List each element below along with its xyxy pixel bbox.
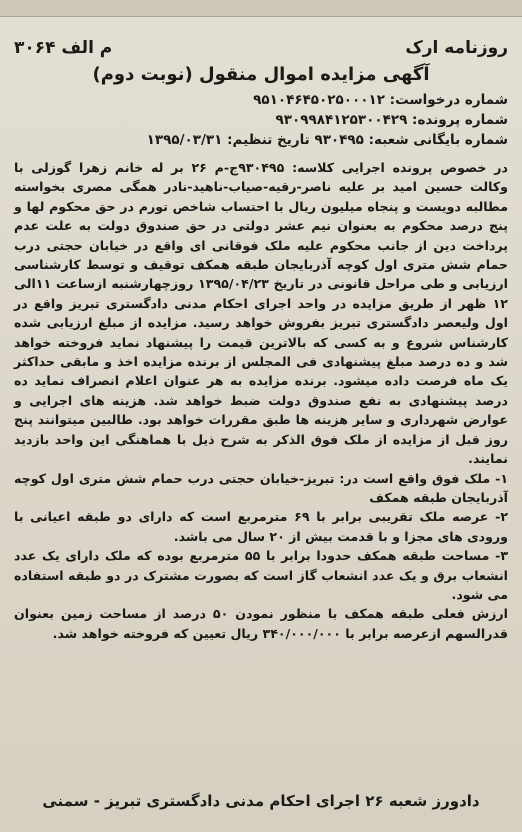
valuation-paragraph: ارزش فعلی طبقه همکف با منظور نمودن ۵۰ درصد از مساحت زمین بعنوان قدرالسهم ازعرصه برابر با ۳۴۰/۰۰۰/۰۰۰ ریال تعیین که فروخته خواهد شد. [14,606,508,641]
item-3-ground-floor: ۳- مساحت طبقه همکف حدودا برابر با ۵۵ مترمربع بوده که ملک دارای یک عدد انشعاب برق و یک عدد انشعاب گاز است که بصورت مشترک در دو طبقه استفاده می شود. [14,548,508,602]
ad-code: م الف ۳۰۶۴ [14,38,113,58]
ad-body [14,158,508,643]
cropped-previous-ad-strip [0,0,522,17]
main-paragraph: در خصوص پرونده اجرایی کلاسه: ۹۳۰۴۹۵ج-م ۲۶ بر له خانم زهرا گوزلی با وکالت حسین امید بر علیه ناصر-رقیه-صیاب-ناهید-نادر همگی مصری بخواسته مطالبه دویست و پنجاه میلیون ریال با احتساب شاخص تورم در حق محکوم لها و پنج درصد محکوم به بعنوان نیم عشر دولتی در حق صندوق دولت به علت عدم پرداخت دین از جانب محکوم علیه ملک فوقانی ای واقع در خیابان حجتی درب حمام شش متری اول کوچه آذربایجان طبقه همکف توقیف و توسط کارشناسی ارزیابی و طی مراحل قانونی در تاریخ ۱۳۹۵/۰۴/۲۳ روزچهارشنبه ازساعت ۱۱الی ۱۲ ظهر از طریق مزایده در واحد اجرای احکام مدنی دادگستری تبریز واقع در اول ولیعصر دادگستری تبریز بفروش خواهد رسید. مزایده از مبلغ ارزیابی شده کارشناس شروع و به کسی که بالاترین قیمت را پیشنهاد نماید فروخته خواهد شد و ده درصد مبلغ پیشنهادی فی المجلس از برنده مزایده اخذ و مابقی حداکثر یک ماه فرصت داده میشود. برنده مزایده به هر عنوان اعلام انصراف نماید ده درصد پیشنهادی به نفع صندوق دولت ضبط خواهد شد. هزینه های اجرایی و عوارض شهرداری و سایر هزینه ها طبق مقررات خواهد بود. طالبین میتوانند پنج روز قبل از مزایده از ملک فوق الذکر به شرح ذیل با هماهنگی این واحد بازدید نمایند. [14,160,508,467]
archive-number-and-date: شماره بایگانی شعبه: ۹۳۰۴۹۵ تاریخ تنظیم: ۱۳۹۵/۰۳/۳۱ [146,132,508,148]
item-2-land-area: ۲- عرصه ملک تقریبی برابر با ۶۹ مترمربع است که دارای دو طبقه اعیانی با ورودی های مجزا و با قدمت بیش از ۲۰ سال می باشد. [14,509,508,544]
request-number: شماره درخواست: ۹۵۱۰۴۶۴۵۰۲۵۰۰۰۱۲ [253,92,508,108]
item-1-location: ۱- ملک فوق واقع است در: تبریز-خیابان حجتی درب حمام شش متری اول کوچه آذربایجان طبقه همکف [14,470,508,505]
signature-line: دادورز شعبه ۲۶ اجرای احکام مدنی دادگستری تبریز - سمنی [42,792,480,810]
ad-header [14,38,508,64]
ad-title: آگهی مزایده اموال منقول (نوبت دوم) [92,64,430,85]
reference-numbers [14,90,508,150]
newspaper-name: روزنامه ارک [405,38,508,58]
case-number: شماره پرونده: ۹۳۰۹۹۸۴۱۲۵۳۰۰۴۲۹ [275,112,508,128]
